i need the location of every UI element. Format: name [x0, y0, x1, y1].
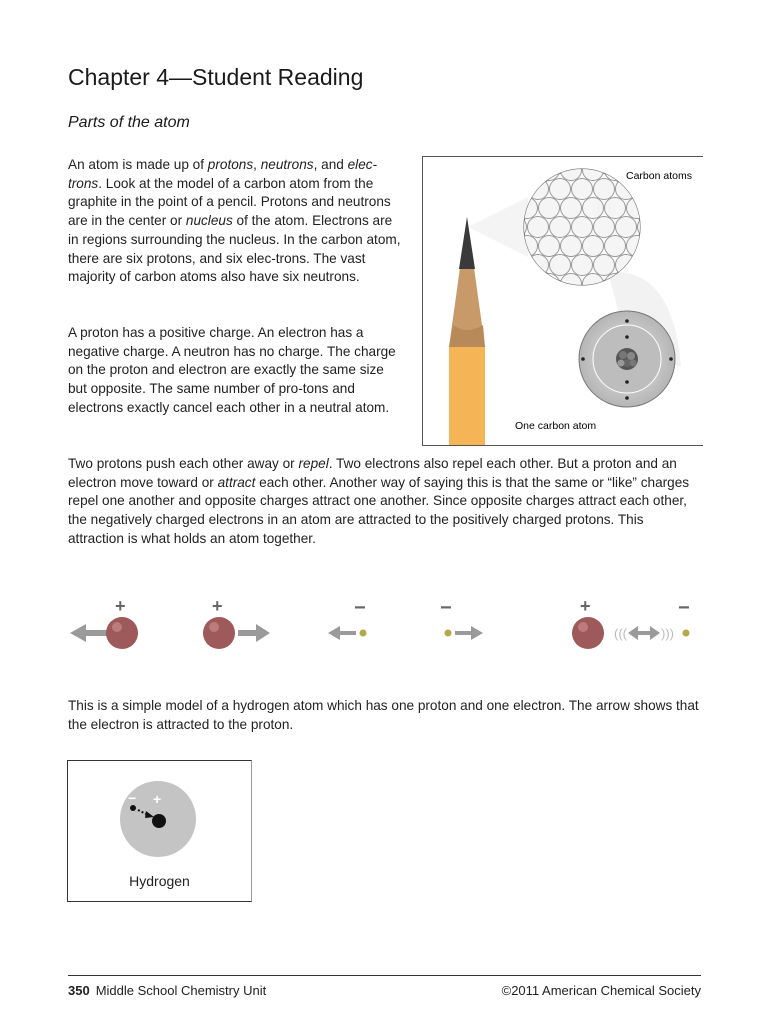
section-title: Parts of the atom — [68, 114, 190, 131]
lattice-atom — [550, 217, 571, 238]
lattice-atom — [594, 217, 615, 238]
paragraph-intro: An atom is made up of protons, neutrons, and elec-trons. Look at the model of a carbon atom from the graphite in the point of a pencil. Protons and neutrons are in the center or nucleus of the atom. Electrons are in regions surrounding the nucleus. In the carbon atom, there are six protons, and six elec-trons. The vast majority of carbon atoms also have six neutrons. — [68, 157, 401, 285]
label-carbon-atoms: Carbon atoms — [626, 170, 692, 182]
lattice-atom — [572, 255, 593, 276]
vibration-marks: ((( — [614, 626, 627, 641]
unit-name: Middle School Chemistry Unit — [95, 983, 267, 998]
single-carbon-atom — [579, 311, 675, 407]
proton-repel-right — [203, 596, 270, 649]
plus-sign: + — [580, 596, 591, 616]
footer-left — [68, 983, 266, 998]
minus-sign: − — [354, 597, 366, 619]
lattice-atom — [528, 217, 549, 238]
lattice-atom — [605, 198, 626, 219]
lattice-atom — [572, 217, 593, 238]
arrow-right-icon — [238, 624, 270, 642]
electron-dot — [445, 630, 452, 637]
electron-repel-right — [440, 597, 483, 640]
lattice-atom — [550, 255, 571, 276]
double-arrow-icon — [628, 626, 660, 640]
page-title: Chapter 4—Student Reading — [68, 64, 364, 90]
minus-sign: − — [678, 597, 690, 619]
paragraph-attraction: Two protons push each other away or repel. Two electrons also repel each other. But a proton and an electron move toward or attract each other. Another way of saying this is that the same or “like” charges repel one another and opposite charges attract one another. Since opposite charges attract each other, the negatively charged electrons in an atom are attracted to the positively charged protons. This attraction is what holds an atom together. — [68, 456, 690, 546]
charge-interactions-diagram — [60, 592, 710, 662]
pencil-icon — [449, 217, 485, 445]
minus-sign: − — [440, 597, 452, 619]
lattice-atom — [572, 179, 593, 200]
footer-copyright: ©2011 American Chemical Society — [501, 983, 701, 998]
lattice-atom — [539, 160, 560, 181]
electron-dot — [360, 630, 367, 637]
label-one-carbon-atom: One carbon atom — [515, 420, 597, 432]
lattice-atom — [649, 198, 670, 219]
lattice-atom — [561, 198, 582, 219]
lattice-atom — [517, 160, 538, 181]
proton-nucleus — [152, 814, 166, 828]
electron-repel-left — [328, 597, 367, 640]
vibration-marks: ))) — [661, 626, 674, 641]
lattice-atom — [638, 255, 659, 276]
carbon-atom-figure — [422, 156, 703, 446]
paragraph-hydrogen: This is a simple model of a hydrogen atom which has one proton and one electron. The arrow shows that the electron is attracted to the proton. — [68, 698, 699, 732]
lattice-atom — [594, 179, 615, 200]
label-hydrogen: Hydrogen — [129, 873, 190, 889]
arrow-left-icon — [70, 624, 108, 642]
plus-sign: + — [153, 791, 162, 807]
proton-ball — [203, 617, 235, 649]
footer-divider — [68, 975, 701, 976]
proton-ball — [572, 617, 604, 649]
hydrogen-atom-figure — [67, 760, 252, 902]
arrow-left-icon — [328, 626, 356, 640]
lattice-atom — [583, 236, 604, 257]
lattice-atom — [506, 255, 527, 276]
minus-sign: − — [128, 790, 137, 806]
lattice-atom — [638, 217, 659, 238]
proton-ball — [106, 617, 138, 649]
lattice-atom — [649, 236, 670, 257]
arrow-right-icon — [455, 626, 483, 640]
lattice-atom — [539, 198, 560, 219]
lattice-atom — [561, 236, 582, 257]
lattice-atom — [539, 274, 560, 295]
magnify-cone — [468, 197, 528, 257]
page-number: 350 — [68, 983, 90, 998]
lattice-atom — [583, 198, 604, 219]
lattice-atom — [517, 274, 538, 295]
pencil-carbon-illustration — [423, 157, 703, 445]
proton-repel-left — [70, 596, 138, 649]
lattice-atom — [605, 160, 626, 181]
plus-sign: + — [212, 596, 223, 616]
plus-sign: + — [115, 596, 126, 616]
lattice-atom — [550, 179, 571, 200]
lattice-atom — [605, 236, 626, 257]
proton-electron-attract — [572, 596, 690, 649]
hydrogen-atom-illustration — [68, 761, 251, 871]
paragraph-charges: A proton has a positive charge. An electron has a negative charge. A neutron has no charge. The charge on the proton and electron are exactly the same size but opposite. The same number of pro-tons and electrons exactly cancel each other in a neutral atom. — [68, 325, 396, 415]
electron-dot — [683, 630, 690, 637]
lattice-atom — [506, 179, 527, 200]
lattice-atom — [616, 217, 637, 238]
lattice-atom — [594, 255, 615, 276]
lattice-atom — [539, 236, 560, 257]
